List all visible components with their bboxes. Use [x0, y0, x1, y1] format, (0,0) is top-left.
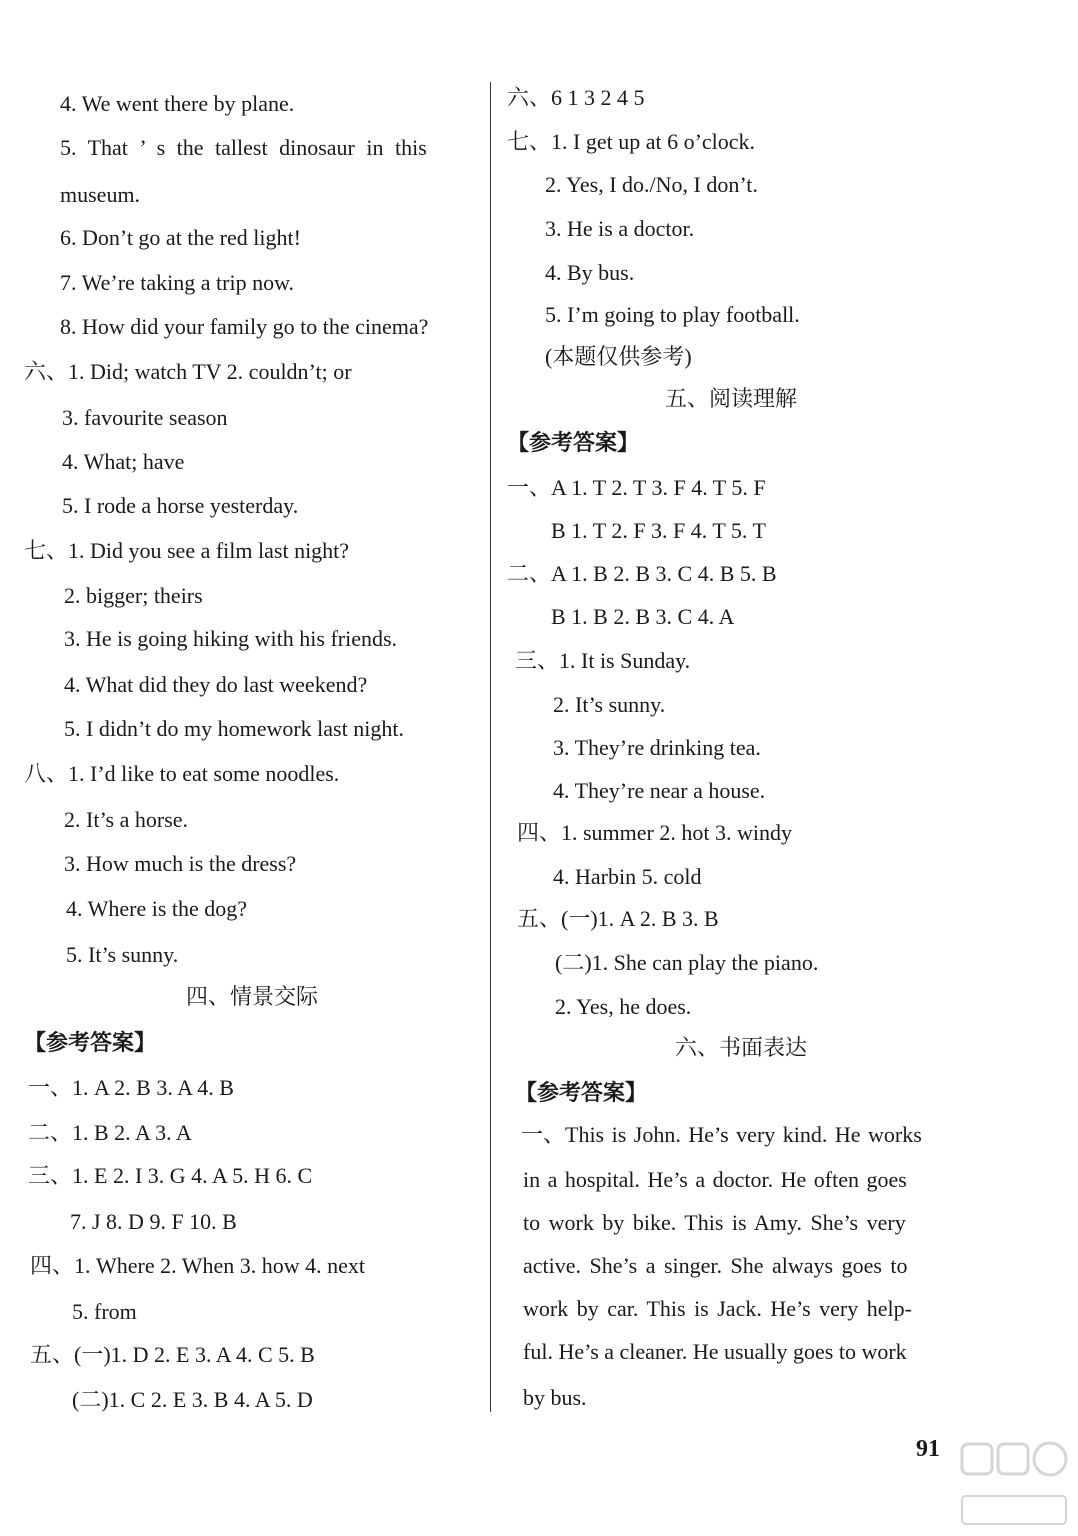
watermark-logo [960, 1436, 1070, 1531]
essay-line: active. She’s a singer. She always goes to [523, 1253, 908, 1278]
answer-line: 5. I’m going to play football. [545, 302, 800, 327]
answer-line: 5. That ’ s the tallest dinosaur in this [60, 135, 427, 160]
answer-line: 4. Harbin 5. cold [553, 864, 702, 889]
answer-line: 8. How did your family go to the cinema? [60, 314, 429, 339]
answer-line: 六、1. Did; watch TV 2. couldn’t; or [24, 359, 352, 384]
answer-line: 四、1. summer 2. hot 3. windy [517, 820, 792, 845]
answer-line: 八、1. I’d like to eat some noodles. [24, 761, 340, 786]
answer-line: 七、1. Did you see a film last night? [24, 538, 350, 563]
answer-line: 4. Where is the dog? [66, 896, 248, 921]
answer-line: 3. favourite season [62, 405, 228, 430]
essay-line: ful. He’s a cleaner. He usually goes to work [523, 1339, 907, 1364]
answer-line: (本题仅供参考) [545, 344, 692, 369]
answer-line: 二、A 1. B 2. B 3. C 4. B 5. B [507, 561, 777, 586]
answer-line: 5. I rode a horse yesterday. [62, 493, 299, 518]
answer-line: 6. Don’t go at the red light! [60, 225, 301, 250]
answer-line: B 1. B 2. B 3. C 4. A [551, 604, 735, 629]
section-title: 四、情景交际 [186, 985, 319, 1010]
section-title: 五、阅读理解 [665, 387, 798, 412]
answer-line: 3. He is a doctor. [545, 216, 695, 241]
answer-line: 4. By bus. [545, 260, 635, 285]
essay-line: 一、This is John. He’s very kind. He works [521, 1122, 922, 1147]
answer-line: 六、6 1 3 2 4 5 [507, 85, 645, 110]
answer-line: 7. J 8. D 9. F 10. B [70, 1209, 237, 1234]
reference-answer-header: 【参考答案】 [24, 1031, 157, 1056]
answer-line: 5. It’s sunny. [66, 942, 179, 967]
answer-line: 4. They’re near a house. [553, 778, 766, 803]
answer-line: (二)1. She can play the piano. [555, 950, 819, 975]
page-number: 91 [916, 1436, 940, 1462]
answer-line: 3. They’re drinking tea. [553, 735, 761, 760]
answer-line: 七、1. I get up at 6 o’clock. [507, 129, 756, 154]
answer-line: 五、(一)1. A 2. B 3. B [517, 906, 719, 931]
answer-line: 3. He is going hiking with his friends. [64, 626, 398, 651]
answer-line: 2. Yes, he does. [555, 994, 692, 1019]
essay-line: by bus. [523, 1385, 587, 1410]
answer-line: 4. We went there by plane. [60, 91, 295, 116]
answer-line: 5. from [72, 1299, 137, 1324]
reference-answer-header: 【参考答案】 [515, 1081, 648, 1106]
answer-line: 3. How much is the dress? [64, 851, 297, 876]
answer-line: 一、A 1. T 2. T 3. F 4. T 5. F [507, 475, 766, 500]
essay-line: in a hospital. He’s a doctor. He often goes [523, 1167, 907, 1192]
answer-line: 二、1. B 2. A 3. A [28, 1120, 192, 1145]
answer-line: 四、1. Where 2. When 3. how 4. next [30, 1253, 366, 1278]
essay-line: work by car. This is Jack. He’s very help- [523, 1296, 912, 1321]
answer-line: 5. I didn’t do my homework last night. [64, 716, 404, 741]
answer-line: 2. It’s sunny. [553, 692, 666, 717]
answer-line: 三、1. E 2. I 3. G 4. A 5. H 6. C [28, 1163, 313, 1188]
reference-answer-header: 【参考答案】 [507, 431, 640, 456]
answer-line: (二)1. C 2. E 3. B 4. A 5. D [72, 1387, 313, 1412]
answer-line: museum. [60, 182, 141, 207]
answer-line: 三、1. It is Sunday. [515, 648, 691, 673]
answer-line: 五、(一)1. D 2. E 3. A 4. C 5. B [30, 1342, 315, 1367]
essay-line: to work by bike. This is Amy. She’s very [523, 1210, 906, 1235]
answer-line: 7. We’re taking a trip now. [60, 270, 295, 295]
section-title: 六、书面表达 [675, 1036, 808, 1061]
answer-line: 4. What did they do last weekend? [64, 672, 368, 697]
answer-line: 2. Yes, I do./No, I don’t. [545, 172, 758, 197]
answer-line: 一、1. A 2. B 3. A 4. B [28, 1075, 234, 1100]
answer-line: 2. It’s a horse. [64, 807, 189, 832]
answer-line: B 1. T 2. F 3. F 4. T 5. T [551, 518, 766, 543]
answer-line: 4. What; have [62, 449, 185, 474]
column-divider [490, 82, 491, 1412]
answer-line: 2. bigger; theirs [64, 583, 203, 608]
